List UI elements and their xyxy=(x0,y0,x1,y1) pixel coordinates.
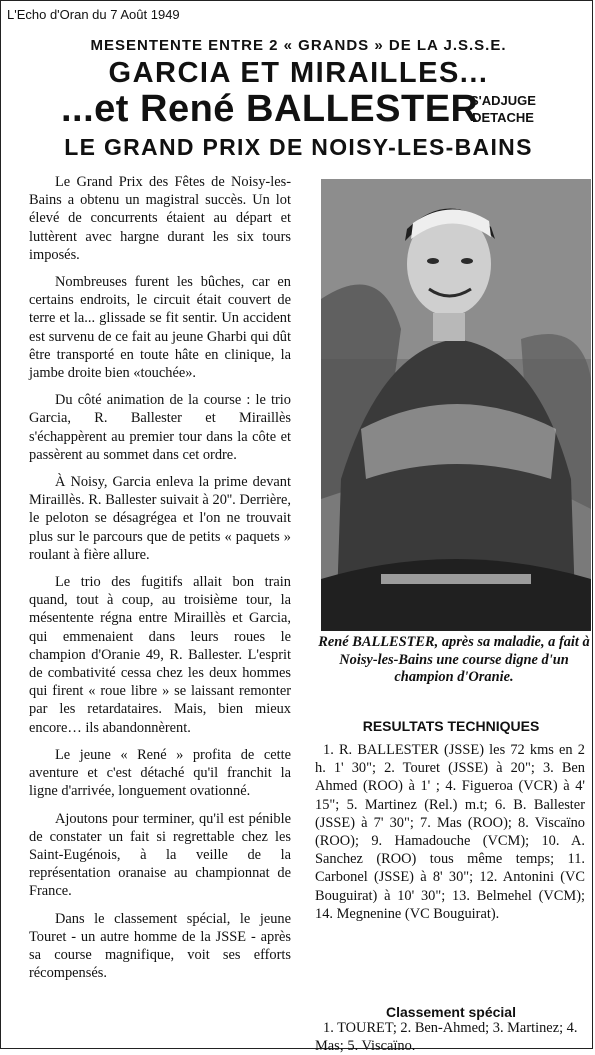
article-paragraph: Du côté animation de la course : le trio Garcia, R. Ballester et Miraillès s'échappèrent au premier tour dans la côte et passèrent au sommet dans cet ordre. xyxy=(29,392,291,463)
article-body xyxy=(29,173,291,991)
article-paragraph: Le jeune « René » profita de cette aventure et c'est détaché qu'il franchit la ligne d'arrivée, longuement ovationné. xyxy=(29,746,291,800)
headline-line-2: ...et René BALLESTER xyxy=(61,88,479,130)
headline-kicker: MESENTENTE ENTRE 2 « GRANDS » DE LA J.S.S.E. xyxy=(90,37,507,54)
results-title: RESULTATS TECHNIQUES xyxy=(362,718,540,734)
article-paragraph: À Noisy, Garcia enleva la prime devant Miraillès. R. Ballester suivait à 20''. Derrière, le peloton se désagrégea et l'on ne trouvait plus sur le parcours que de petits « paquets » roulant à fière allure. xyxy=(29,474,291,563)
article-paragraph: Nombreuses furent les bûches, car en certains endroits, le circuit était couvert de terre et la... glissade se fit sentir. Un accident est survenu de ce fait au jeune Gharbi qui dût être transporté en toute hâte en clinique, la jambe droite bien «touchée». xyxy=(29,274,291,382)
headline-line-3: LE GRAND PRIX DE NOISY-LES-BAINS xyxy=(64,134,533,160)
cyclist-photo xyxy=(321,179,591,631)
headline-side-text xyxy=(463,92,543,126)
headline-side-line-2: DETACHE xyxy=(472,110,534,125)
photo-caption: René BALLESTER, après sa maladie, a fait à Noisy-les-Bains une course digne d'un champion d'Oranie. xyxy=(318,634,590,686)
special-ranking-title: Classement spécial xyxy=(386,1004,516,1020)
headline-side-line-1: S'ADJUGE xyxy=(470,93,536,108)
cyclist-photo-illustration xyxy=(321,179,591,631)
results-text: 1. R. BALLESTER (JSSE) les 72 kms en 2 h. 1' 30"; 2. Touret (JSSE) à 20"; 3. Ben Ahmed (ROO) à 1' ; 4. Figueroa (VCR) à 4' 15"; 5. Martinez (Rel.) m.t; 6. B. Ballester (JSSE) à 7' 30"; 7. Mas (ROO); 8. Viscaïno (ROO); 9. Hamadouche (VCM); 10. A. Sanchez (ROO) tous même temps; 11. Carbonel (JSSE) à 8' 30"; 12. Antonini (VC Bouguirat) à 10' 30"; 13. Belmehel (VCM); 14. Megnenine (VC Bouguirat). xyxy=(315,742,585,922)
source-line: L'Echo d'Oran du 7 Août 1949 xyxy=(7,7,180,22)
special-ranking-text: 1. TOURET; 2. Ben-Ahmed; 3. Martinez; 4. Mas; 5. Viscaïno. xyxy=(315,1020,578,1055)
article-paragraph: Ajoutons pour terminer, qu'il est pénible de constater un fait si regrettable chez les Saint-Eugénois, à la veille de la représentation oranaise au championnat de France. xyxy=(29,810,291,900)
article-paragraph: Le trio des fugitifs allait bon train quand, tout à coup, au troisième tour, la mésentente régna entre Miraillès et Garcia, qui emmenaient dans leurs roues le champion d'Oranie 49, R. Ballester. L'esprit de combativité cessa chez les deux hommes qui firent « roue libre » se laissant remonter par les retardataires. Mais, bien mieux encore… ils abandonnèrent. xyxy=(29,574,291,736)
article-paragraph: Dans le classement spécial, le jeune Touret - un autre homme de la JSSE - après sa course magnifique, voit ses efforts récompensés. xyxy=(29,910,291,982)
article-paragraph: Le Grand Prix des Fêtes de Noisy-les-Bains a obtenu un magistral succès. Un lot élevé de concurrents étaient au départ et luttèrent avec hargne durant les six tours imposés. xyxy=(29,174,291,263)
headline-line-1: GARCIA ET MIRAILLES... xyxy=(108,57,489,89)
